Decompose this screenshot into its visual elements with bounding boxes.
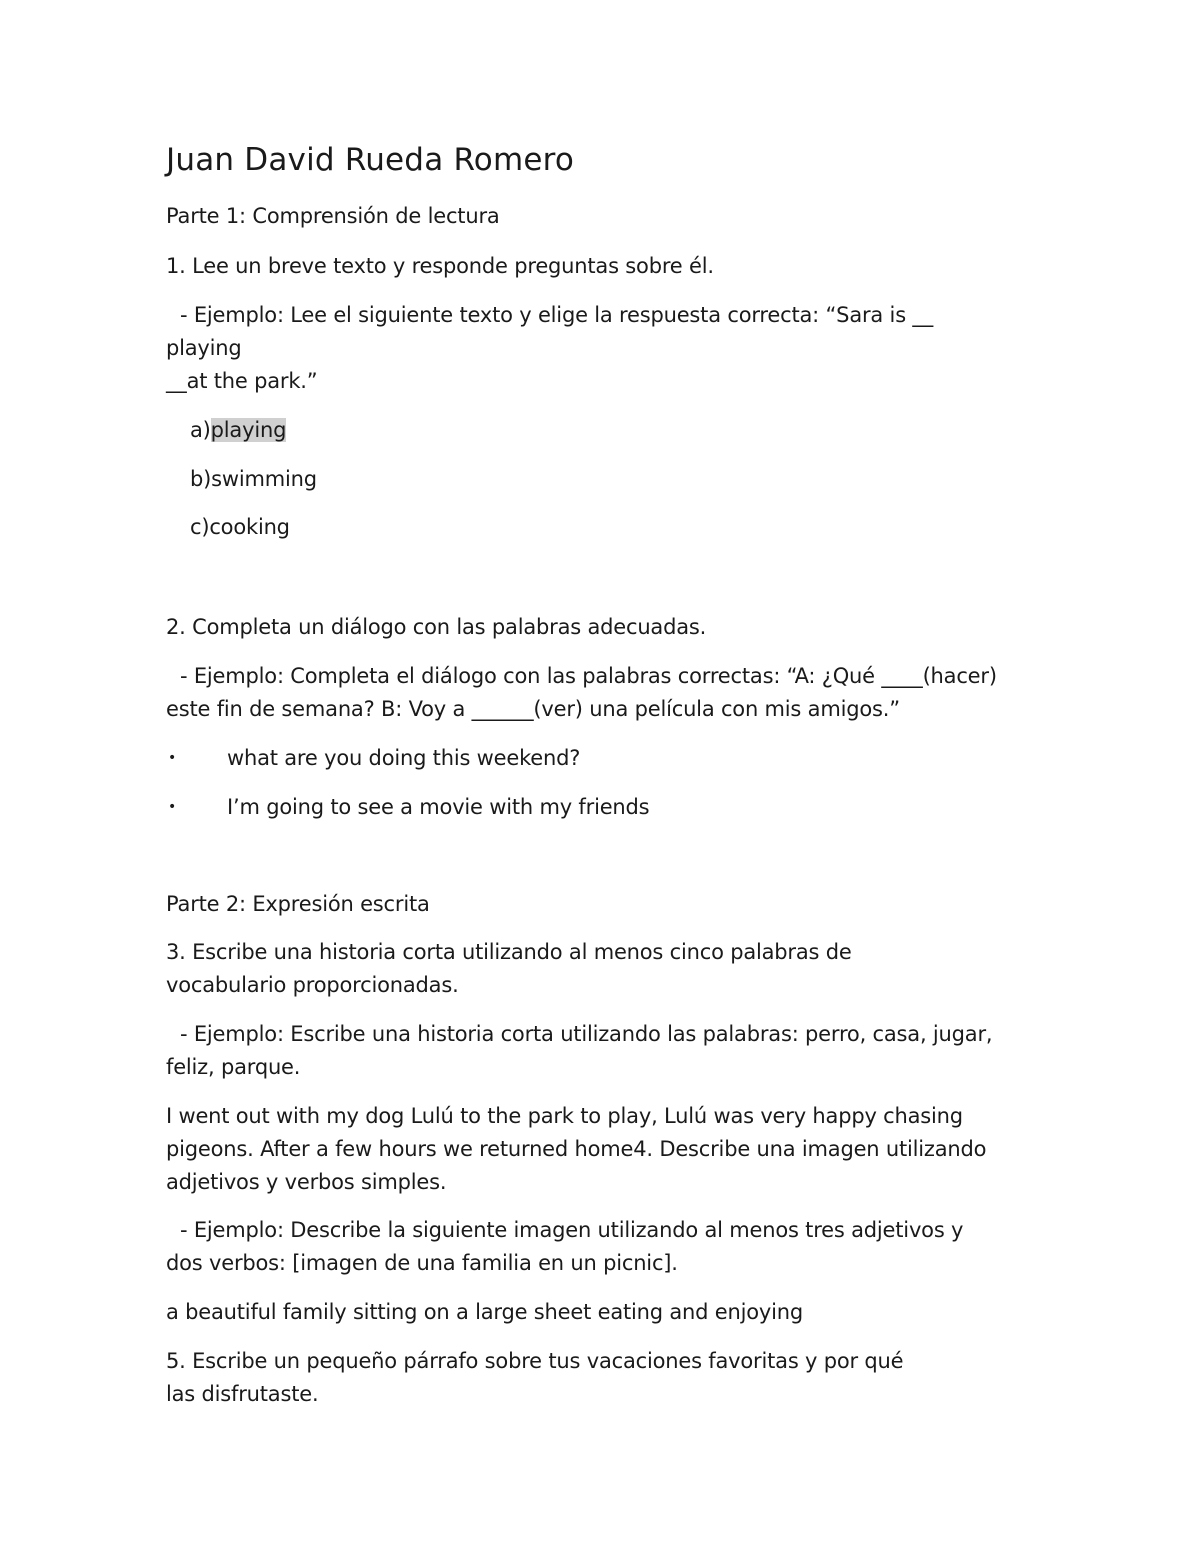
- q2-example-line2: este fin de semana? B: Voy a ______(ver) una película con mis amigos.”: [166, 697, 900, 721]
- q1-example-line1: - Ejemplo: Lee el siguiente texto y elige la respuesta correcta: “Sara is __: [180, 303, 934, 327]
- author-name: Juan David Rueda Romero: [166, 142, 575, 178]
- question-5-line1: 5. Escribe un pequeño párrafo sobre tus vacaciones favoritas y por qué: [166, 1349, 904, 1373]
- q1-example-line2: playing: [166, 336, 242, 360]
- q3-example-line1: - Ejemplo: Escribe una historia corta utilizando las palabras: perro, casa, jugar,: [180, 1022, 993, 1046]
- part2-heading: Parte 2: Expresión escrita: [166, 892, 430, 916]
- q4-example-line1: - Ejemplo: Describe la siguiente imagen utilizando al menos tres adjetivos y: [180, 1218, 964, 1242]
- option-a-marker: a): [190, 418, 211, 442]
- bullet-icon: •: [168, 799, 177, 815]
- q3-answer-line2: pigeons. After a few hours we returned home4. Describe una imagen utilizando: [166, 1137, 987, 1161]
- bullet-icon: •: [168, 750, 177, 766]
- question-2: 2. Completa un diálogo con las palabras adecuadas.: [166, 615, 707, 639]
- question-3-line2: vocabulario proporcionadas.: [166, 973, 459, 997]
- q2-answer-1: what are you doing this weekend?: [227, 746, 581, 770]
- q4-answer: a beautiful family sitting on a large sheet eating and enjoying: [166, 1300, 803, 1324]
- q3-answer-line1: I went out with my dog Lulú to the park to play, Lulú was very happy chasing: [166, 1104, 963, 1128]
- question-1: 1. Lee un breve texto y responde preguntas sobre él.: [166, 254, 714, 278]
- question-5-line2: las disfrutaste.: [166, 1382, 319, 1406]
- q1-option-c: c)cooking: [190, 515, 290, 539]
- q2-answer-2: I’m going to see a movie with my friends: [227, 795, 650, 819]
- q1-example-line3: __at the park.”: [166, 369, 318, 393]
- option-a-highlighted-answer: playing: [210, 418, 287, 442]
- q1-option-a: [190, 414, 286, 447]
- question-3-line1: 3. Escribe una historia corta utilizando al menos cinco palabras de: [166, 940, 852, 964]
- q3-example-line2: feliz, parque.: [166, 1055, 301, 1079]
- q2-example-line1: - Ejemplo: Completa el diálogo con las palabras correctas: “A: ¿Qué ____(hacer): [180, 664, 997, 688]
- q4-example-line2: dos verbos: [imagen de una familia en un picnic].: [166, 1251, 678, 1275]
- q3-answer-line3: adjetivos y verbos simples.: [166, 1170, 447, 1194]
- q1-option-b: b)swimming: [190, 467, 317, 491]
- part1-heading: Parte 1: Comprensión de lectura: [166, 204, 500, 228]
